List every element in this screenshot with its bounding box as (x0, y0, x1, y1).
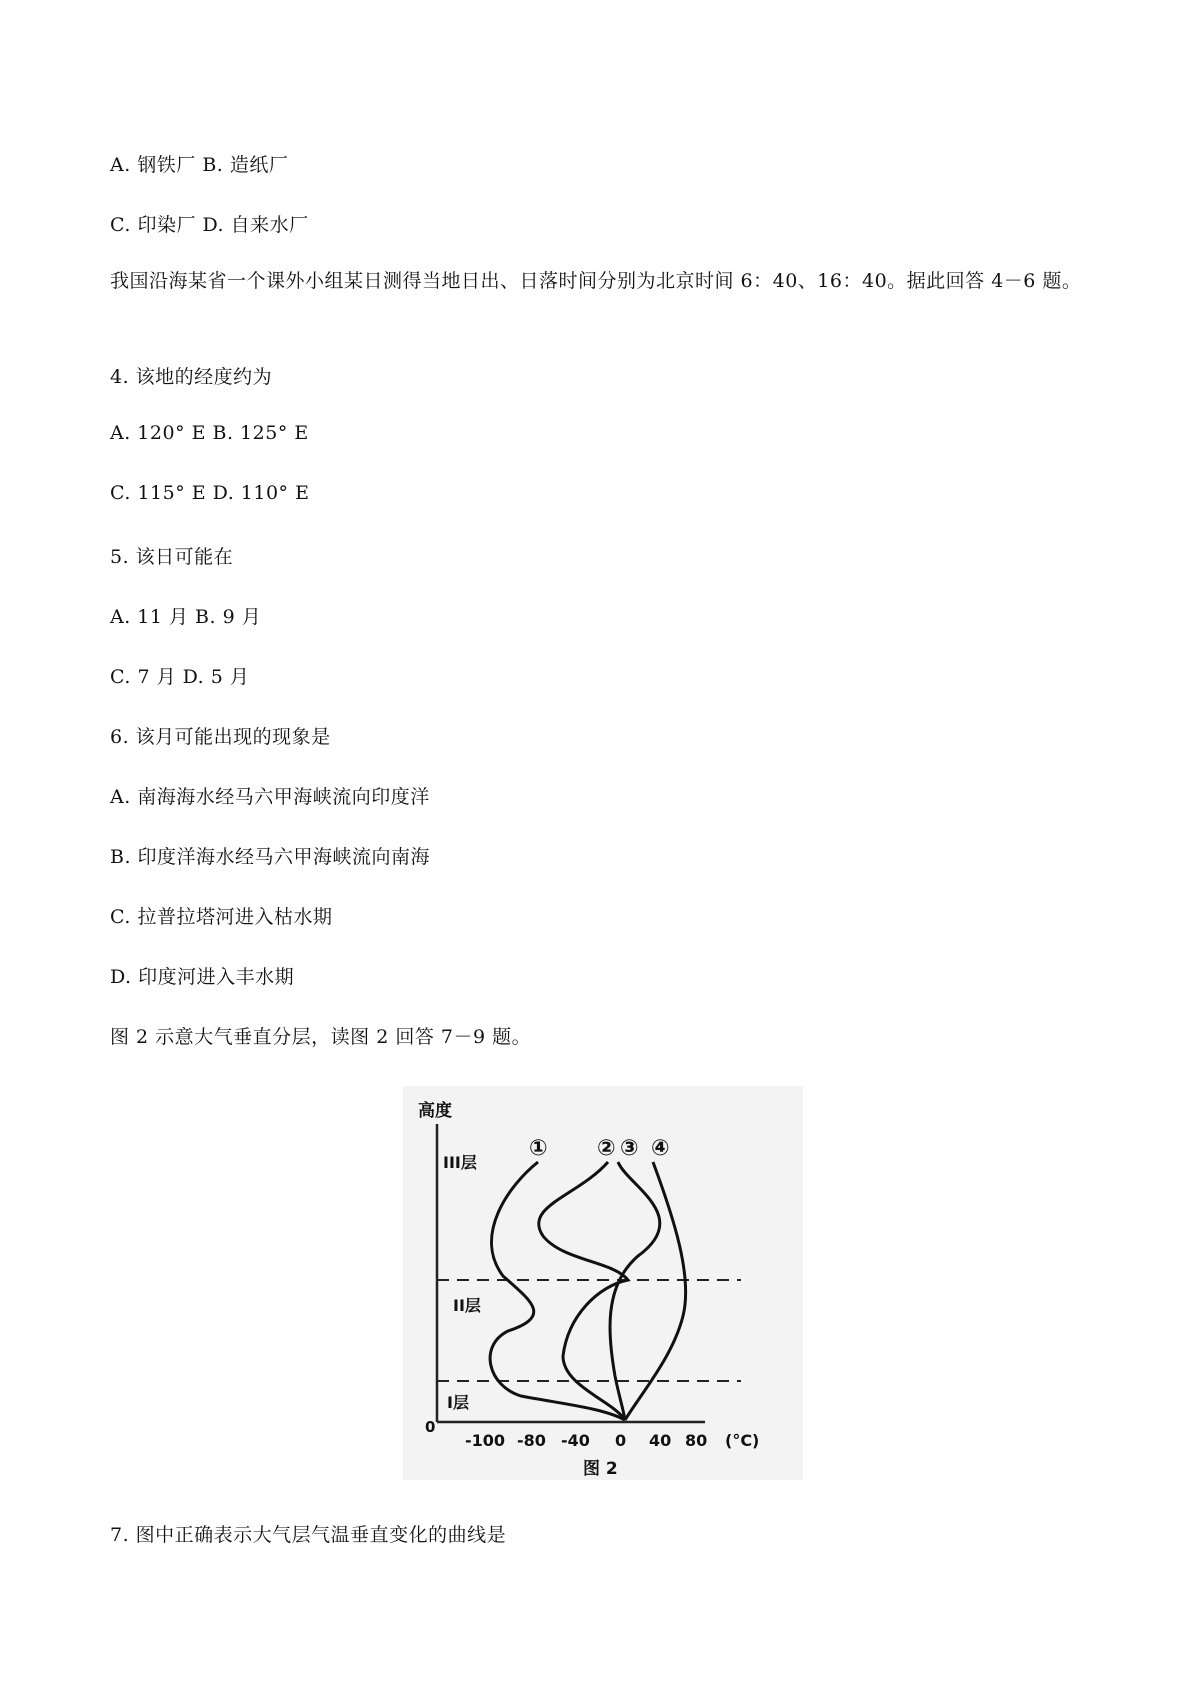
question-5: 5. 该日可能在 (110, 546, 234, 568)
x-tick-80: 80 (685, 1431, 708, 1450)
x-tick-neg80: -80 (517, 1431, 546, 1450)
question-7: 7. 图中正确表示大气层气温垂直变化的曲线是 (110, 1524, 507, 1546)
question-6-option-c: C. 拉普拉塔河进入枯水期 (110, 906, 333, 928)
curve-4 (625, 1162, 686, 1420)
x-tick-0: 0 (615, 1431, 627, 1450)
figure-caption: 图 2 (583, 1459, 618, 1479)
question-6-option-b: B. 印度洋海水经马六甲海峡流向南海 (110, 846, 431, 868)
question-6: 6. 该月可能出现的现象是 (110, 726, 331, 748)
question-5-options-cd: C. 7 月 D. 5 月 (110, 666, 250, 688)
question-6-option-a: A. 南海海水经马六甲海峡流向印度洋 (110, 786, 430, 808)
question-stem-7-9: 图 2 示意大气垂直分层，读图 2 回答 7－9 题。 (110, 1026, 532, 1048)
curve-label-1: ① (529, 1136, 548, 1161)
x-unit-label: (°C) (725, 1431, 760, 1450)
layer-label-2: II层 (453, 1296, 481, 1315)
question-4: 4. 该地的经度约为 (110, 366, 273, 388)
layer-label-3: III层 (443, 1153, 477, 1172)
question-6-option-d: D. 印度河进入丰水期 (110, 966, 295, 988)
option-line-a-b: A. 钢铁厂 B. 造纸厂 (110, 154, 289, 176)
x-tick-neg40: -40 (561, 1431, 590, 1450)
atmosphere-layers-figure (403, 1086, 803, 1480)
origin-label: 0 (425, 1418, 436, 1436)
question-5-options-ab: A. 11 月 B. 9 月 (110, 606, 262, 628)
question-4-options-ab: A. 120° E B. 125° E (110, 422, 309, 444)
question-stem-4-6: 我国沿海某省一个课外小组某日测得当地日出、日落时间分别为北京时间 6：40、16：40。据此回答 4－6 题。 (110, 270, 1082, 292)
question-4-options-cd: C. 115° E D. 110° E (110, 482, 310, 504)
x-tick-40: 40 (649, 1431, 672, 1450)
curve-label-4: ④ (651, 1136, 670, 1161)
figure-svg (403, 1086, 803, 1480)
layer-label-1: I层 (447, 1393, 469, 1412)
y-axis-label: 高度 (418, 1101, 452, 1121)
curve-label-2: ② (597, 1136, 616, 1161)
option-line-c-d: C. 印染厂 D. 自来水厂 (110, 214, 309, 236)
x-tick-neg100: -100 (465, 1431, 506, 1450)
curve-label-3: ③ (620, 1136, 639, 1161)
